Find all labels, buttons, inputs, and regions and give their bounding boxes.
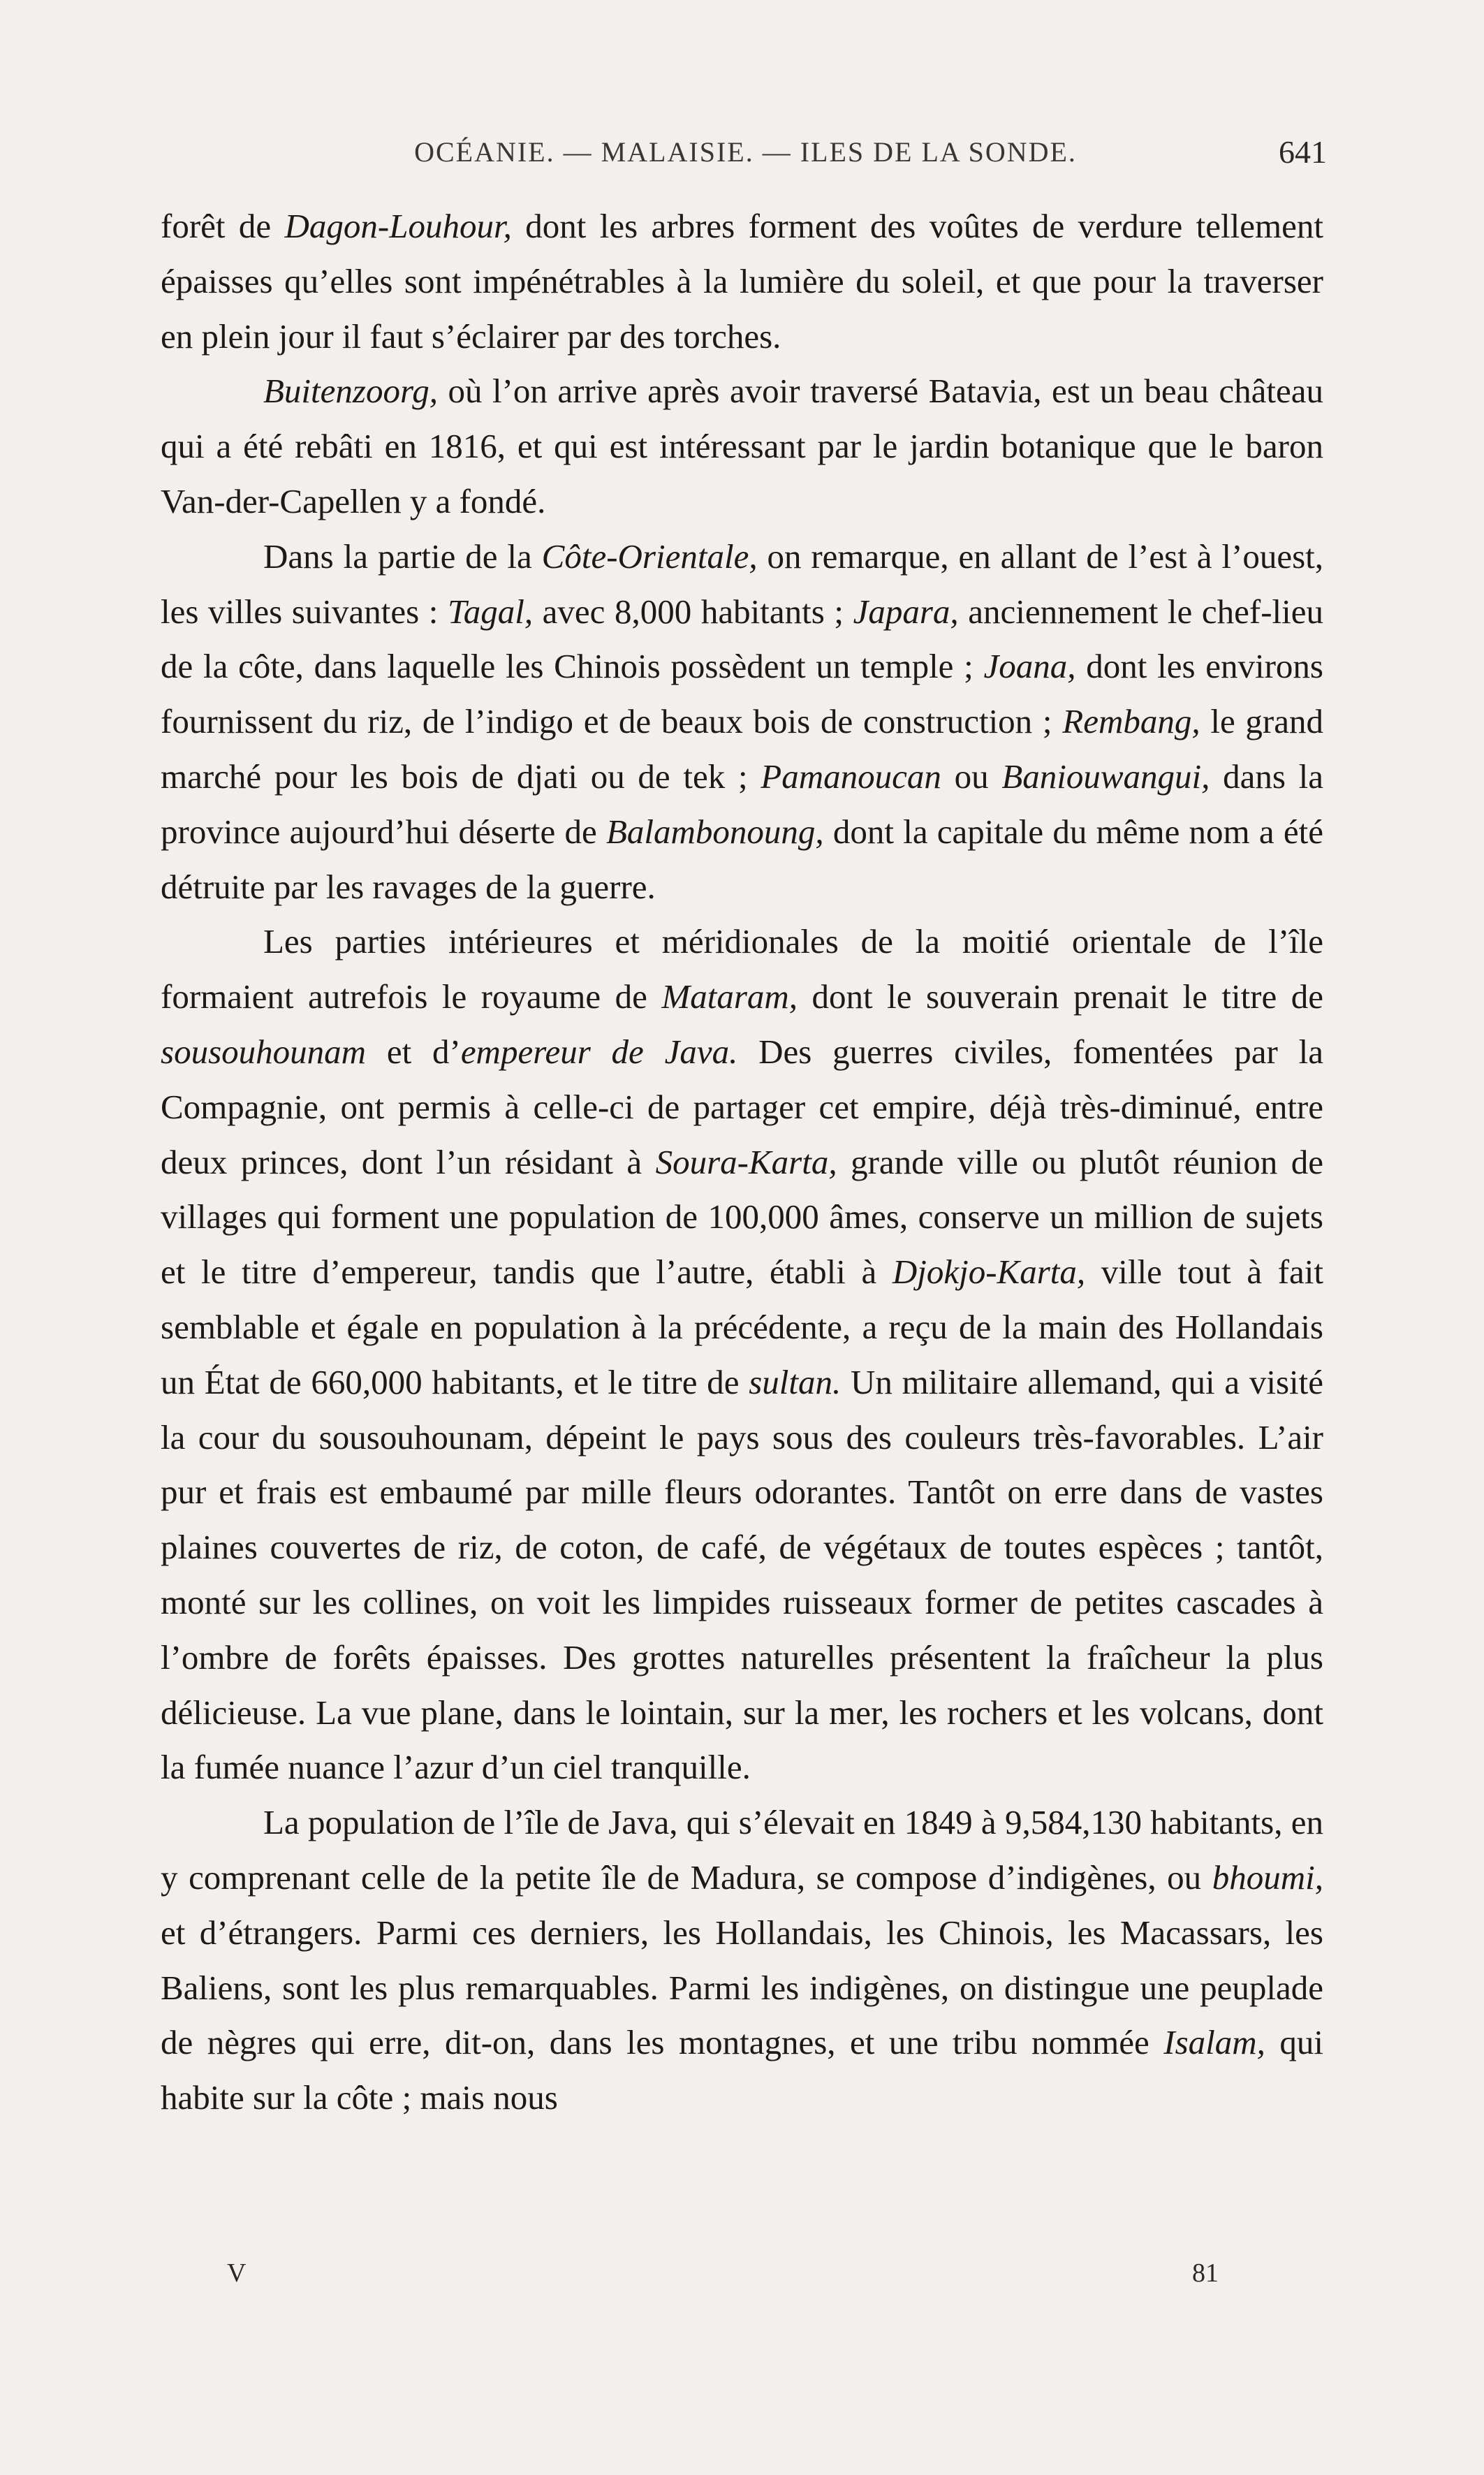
paragraph — [161, 1795, 1323, 2126]
italic-term: Tagal, — [447, 592, 534, 631]
text-run: forêt de — [161, 207, 285, 245]
text-run: ville tout à fait semblable et égale en population à la précédente, a reçu de la main des Hollandais un État de 660,000 habitants, et le titre de — [161, 1253, 1323, 1401]
text-run: Les parties intérieures et méridionales de la moitié orientale de l’île formaient autrefois le royaume de — [161, 922, 1323, 1016]
page-number: 641 — [1279, 134, 1327, 170]
text-run: dont les arbres forment des voûtes de verdure tellement épaisses qu’elles sont impénétrables à la lumière du soleil, et que pour la traverser en plein jour il faut s’éclairer par des torches. — [161, 207, 1323, 356]
italic-term: Baniouwangui, — [1001, 757, 1210, 796]
text-run: et d’étrangers. Parmi ces derniers, les Hollandais, les Chinois, les Macassars, les Baliens, sont les plus remarquables. Parmi les indigènes, on distingue une peuplade de nègres qui erre, dit-on, dans les montagnes, et une tribu nommée — [161, 1913, 1323, 2062]
italic-term: Buitenzoorg, — [263, 372, 438, 411]
italic-term: Soura-Karta, — [655, 1142, 837, 1181]
text-run: Des guerres civiles, fomentées par la Compagnie, ont permis à celle-ci de partager cet empire, déjà très-diminué, entre deux princes, dont l’un résidant à — [161, 1032, 1323, 1181]
paragraph — [161, 530, 1323, 915]
text-run: qui habite sur la côte ; mais nous — [161, 2023, 1323, 2117]
text-run: ou — [941, 757, 1002, 796]
italic-term: sultan. — [749, 1362, 842, 1401]
page-header — [164, 131, 1327, 173]
sheet-number: 81 — [1192, 2258, 1219, 2288]
italic-term: Rembang, — [1062, 702, 1200, 741]
text-run: on remarque, en allant de l’est à l’ouest, les villes suivantes : — [161, 536, 1323, 631]
body-text — [161, 199, 1323, 2126]
text-run: où l’on arrive après avoir traversé Batavia, est un beau château qui a été rebâti en 1816, et qui est intéressant par le jardin botanique que le baron Van-der-Capellen y a fondé. — [161, 372, 1323, 520]
text-run: grande ville ou plutôt réunion de villages qui forment une population de 100,000 âmes, conserve un million de sujets et le titre d’empereur, tandis que l’autre, établi à — [161, 1142, 1323, 1292]
italic-term: Dagon-Louhour, — [284, 207, 512, 245]
italic-term: Pamanoucan — [761, 757, 941, 796]
text-run: dans la province aujourd’hui déserte de — [161, 757, 1324, 851]
paragraph — [161, 364, 1323, 529]
text-run: et d’ — [366, 1032, 461, 1071]
text-run: Dans la partie de la — [263, 536, 542, 576]
text-run: le grand marché pour les bois de djati ou de tek ; — [161, 702, 1323, 796]
text-run: La population de l’île de Java, qui s’élevait en 1849 à 9,584,130 habitants, en y comprenant celle de la petite île de Madura, se compose d’indigènes, ou — [161, 1803, 1323, 1897]
text-run: dont la capitale du même nom a été détruite par les ravages de la guerre. — [161, 812, 1323, 906]
paragraph — [161, 199, 1323, 364]
italic-term: sousouhounam — [161, 1032, 367, 1071]
running-head: OCÉANIE. — MALAISIE. — ILES DE LA SONDE. — [414, 136, 1077, 168]
italic-term: Isalam, — [1163, 2023, 1265, 2062]
text-run: dont le souverain prenait le titre de — [798, 977, 1323, 1016]
italic-term: Japara, — [853, 592, 959, 631]
italic-term: Balambonoung, — [605, 812, 824, 851]
page-footer — [227, 2258, 1219, 2300]
italic-term: Djokjo-Karta, — [892, 1253, 1086, 1292]
italic-term: bhoumi, — [1212, 1857, 1323, 1897]
italic-term: Mataram, — [661, 977, 798, 1016]
signature-mark: V — [227, 2258, 247, 2288]
text-run: dont les environs fournissent du riz, de l’indigo et de beaux bois de construction ; — [161, 647, 1323, 741]
italic-term: Joana, — [983, 647, 1076, 686]
italic-term: empereur de Java. — [460, 1032, 738, 1071]
text-run: Un militaire allemand, qui a visité la cour du sousouhounam, dépeint le pays sous des couleurs très-favorables. L’air pur et frais est embaumé par mille fleurs odorantes. Tantôt on erre dans de vastes plaines couvertes de riz, de coton, de café, de végétaux de toutes espèces ; tantôt, monté sur les collines, on voit les limpides ruisseaux former de petites cascades à l’ombre de forêts épaisses. Des grottes naturelles présentent la fraîcheur la plus délicieuse. La vue plane, dans le lointain, sur la mer, les rochers et les volcans, dont la fumée nuance l’azur d’un ciel tranquille. — [161, 1362, 1323, 1787]
paragraph — [161, 914, 1323, 1795]
text-run: anciennement le chef-lieu de la côte, dans laquelle les Chinois possèdent un temple ; — [161, 592, 1323, 686]
italic-term: Côte-Orientale, — [541, 536, 758, 576]
text-run: avec 8,000 habitants ; — [533, 592, 853, 631]
